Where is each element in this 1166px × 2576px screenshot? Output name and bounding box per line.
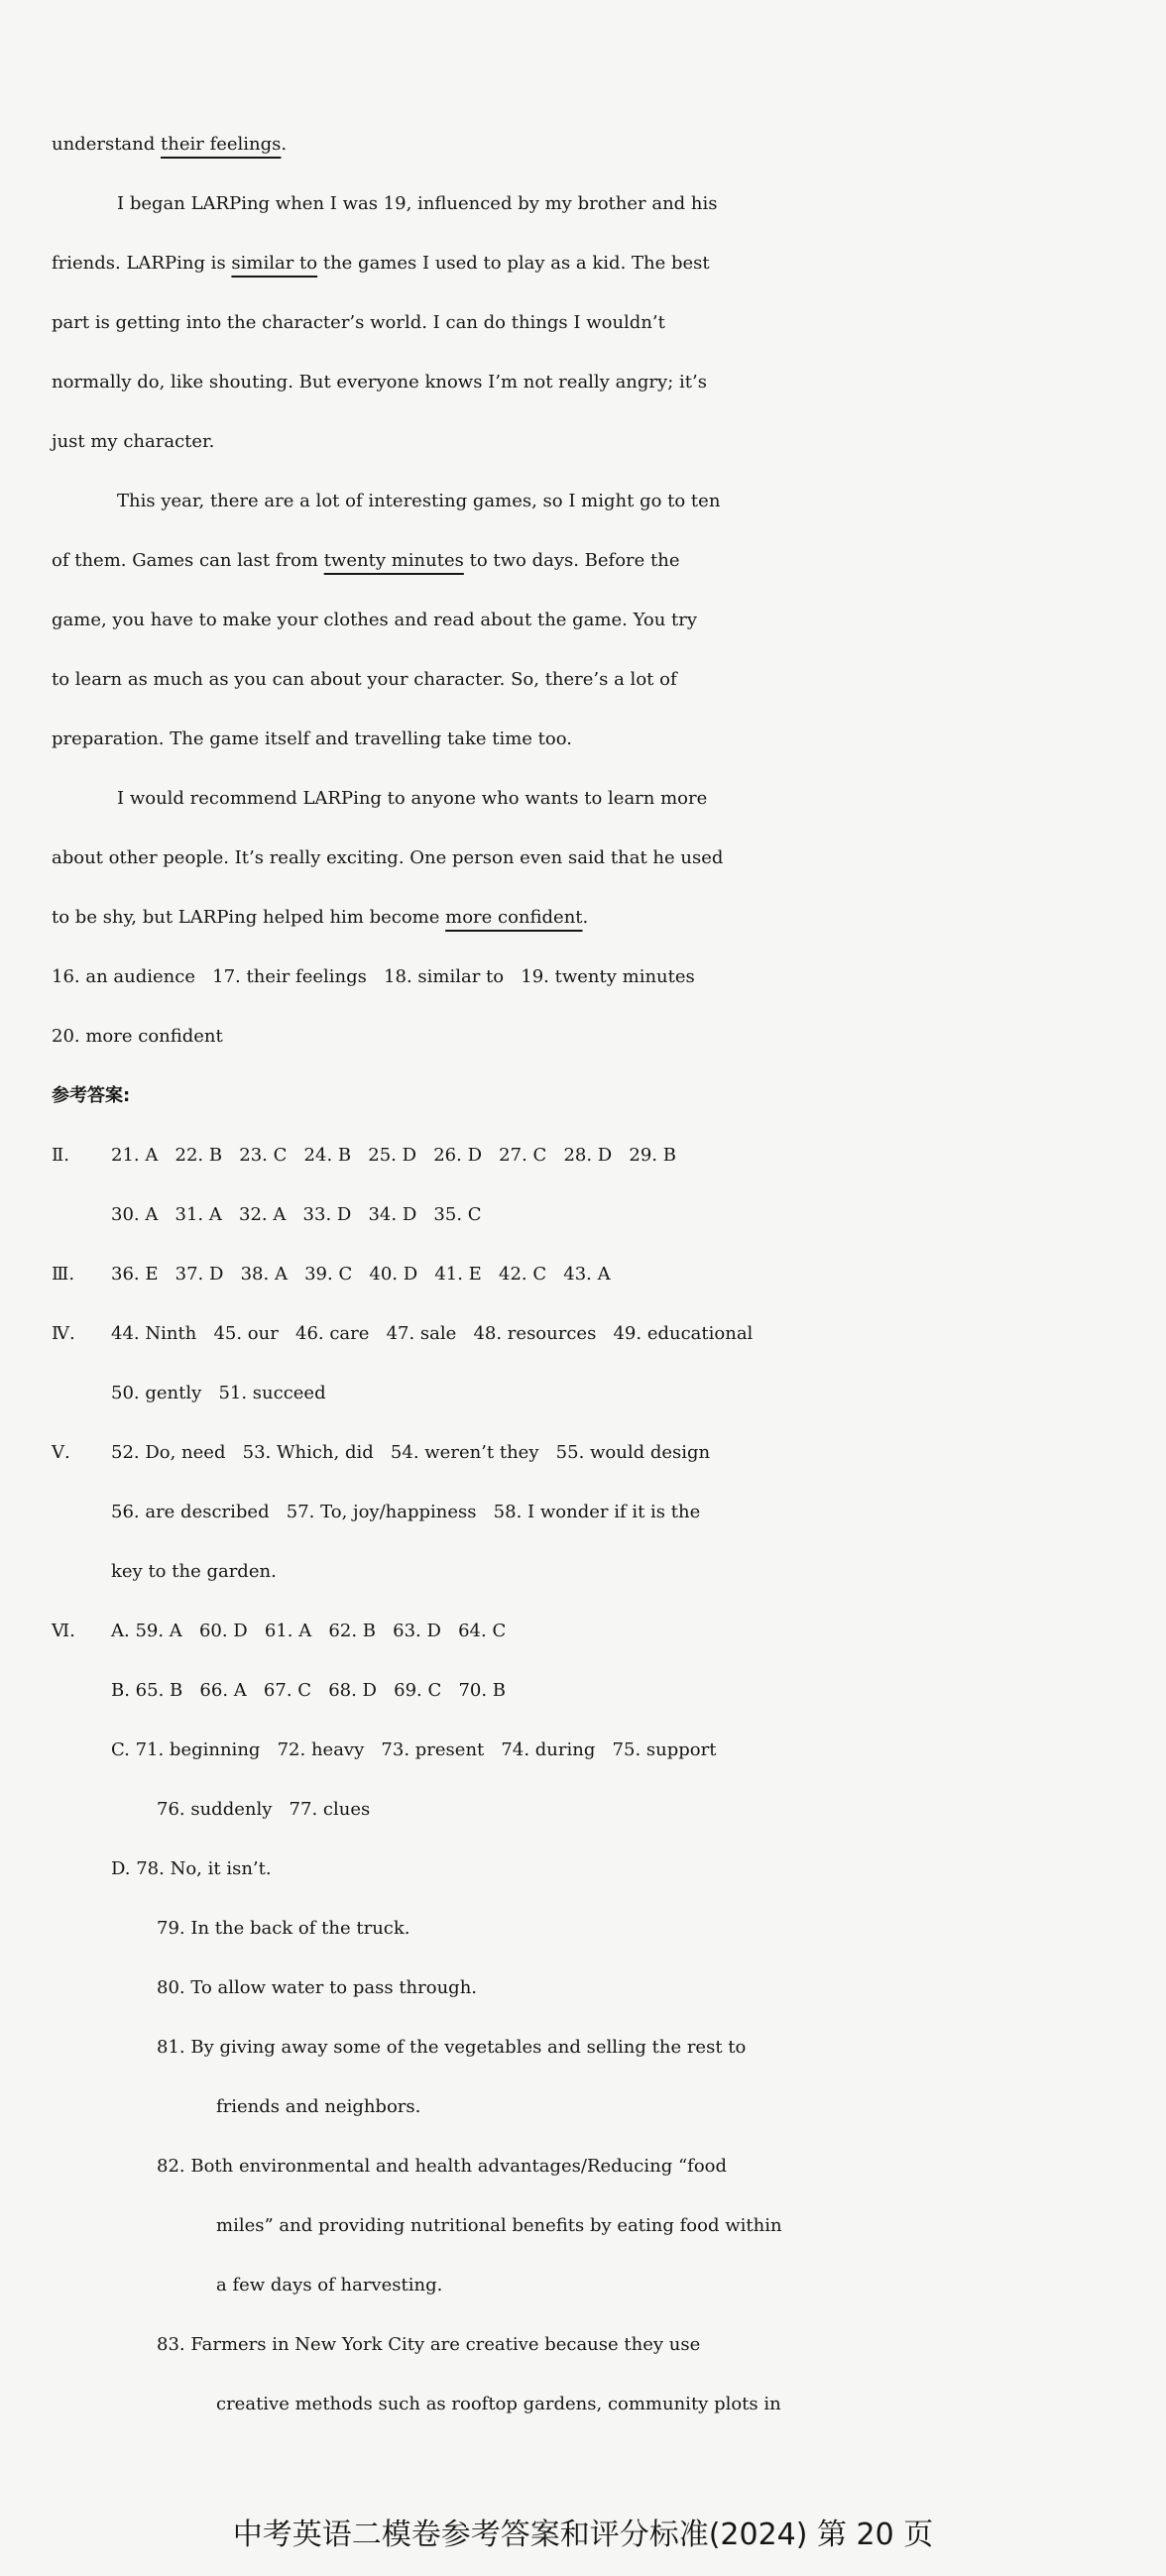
section-vi-d: 80. To allow water to pass through. (157, 1977, 478, 1998)
section-vi: Ⅵ. A. 59. A 60. D 61. A 62. B 63. D 64. C (0, 1612, 1166, 1651)
reference-answers-heading: 参考答案: (52, 1085, 131, 1106)
section-ii: Ⅱ. 21. A 22. B 23. C 24. B 25. D 26. D 27. C 28. D 29. B (0, 1136, 1166, 1176)
answers-16-20: 20. more confident (52, 1026, 223, 1047)
section-iii: Ⅲ. 36. E 37. D 38. A 39. C 40. D 41. E 42. C 43. A (0, 1255, 1166, 1294)
underlined-answer: similar to (231, 253, 318, 274)
passage-line: game, you have to make your clothes and read about the game. You try (52, 610, 698, 630)
passage-line: to learn as much as you can about your character. So, there’s a lot of (52, 669, 677, 690)
section-number: Ⅴ. (52, 1442, 70, 1463)
passage-line: just my character. (52, 431, 215, 452)
passage-line: normally do, like shouting. But everyone knows I’m not really angry; it’s (52, 372, 707, 392)
section-vi-d: 79. In the back of the truck. (157, 1918, 410, 1939)
section-v: Ⅴ. 52. Do, need 53. Which, did 54. weren’t they 55. would design (0, 1433, 1166, 1473)
passage-line: of them. Games can last from twenty minutes to two days. Before the (52, 550, 680, 571)
section-number: Ⅱ. (52, 1145, 69, 1166)
section-number: Ⅳ. (52, 1323, 75, 1344)
underlined-answer: twenty minutes (323, 550, 464, 571)
section-v: key to the garden. (111, 1561, 277, 1582)
section-vi-d: 83. Farmers in New York City are creative because they use (157, 2334, 701, 2355)
passage-line: I would recommend LARPing to anyone who wants to learn more (117, 788, 708, 809)
section-vi-d: miles” and providing nutritional benefits by eating food within (216, 2215, 782, 2236)
section-vi-d: a few days of harvesting. (216, 2275, 443, 2296)
page-footer: 中考英语二模卷参考答案和评分标准(2024) 第 20 页 (232, 2518, 934, 2552)
passage-line: understand their feelings. (52, 134, 288, 155)
passage-line: about other people. It’s really exciting. One person even said that he used (52, 847, 724, 868)
section-vi-c: C. 71. beginning 72. heavy 73. present 74. during 75. support (111, 1739, 717, 1760)
passage-line: part is getting into the character’s world. I can do things I wouldn’t (52, 312, 665, 333)
section-iv: Ⅳ. 44. Ninth 45. our 46. care 47. sale 48. resources 49. educational (0, 1314, 1166, 1354)
passage-line: friends. LARPing is similar to the games I used to play as a kid. The best (52, 253, 710, 274)
answers-16-20: 16. an audience 17. their feelings 18. similar to 19. twenty minutes (52, 966, 695, 987)
passage-line: This year, there are a lot of interesting games, so I might go to ten (117, 491, 721, 511)
section-iv: 50. gently 51. succeed (111, 1383, 326, 1403)
section-number: Ⅵ. (52, 1621, 75, 1641)
section-vi-d: creative methods such as rooftop gardens, community plots in (216, 2394, 781, 2414)
section-vi-c: 76. suddenly 77. clues (157, 1799, 371, 1820)
section-v: 56. are described 57. To, joy/happiness 58. I wonder if it is the (111, 1502, 701, 1522)
underlined-answer: more confident (445, 907, 583, 928)
passage-line: preparation. The game itself and travelling take time too. (52, 728, 572, 749)
section-vi-d: 82. Both environmental and health advantages/Reducing “food (157, 2156, 728, 2177)
section-vi-d: friends and neighbors. (216, 2096, 421, 2117)
underlined-answer: their feelings (161, 134, 282, 155)
section-vi-d: 81. By giving away some of the vegetables and selling the rest to (157, 2037, 747, 2058)
passage-line: I began LARPing when I was 19, influenced by my brother and his (117, 193, 718, 214)
section-ii: 30. A 31. A 32. A 33. D 34. D 35. C (111, 1204, 482, 1225)
section-vi-d: D. 78. No, it isn’t. (111, 1858, 272, 1879)
section-vi-b: B. 65. B 66. A 67. C 68. D 69. C 70. B (111, 1680, 507, 1701)
passage-line: to be shy, but LARPing helped him become more confident. (52, 907, 589, 928)
section-number: Ⅲ. (52, 1264, 75, 1285)
